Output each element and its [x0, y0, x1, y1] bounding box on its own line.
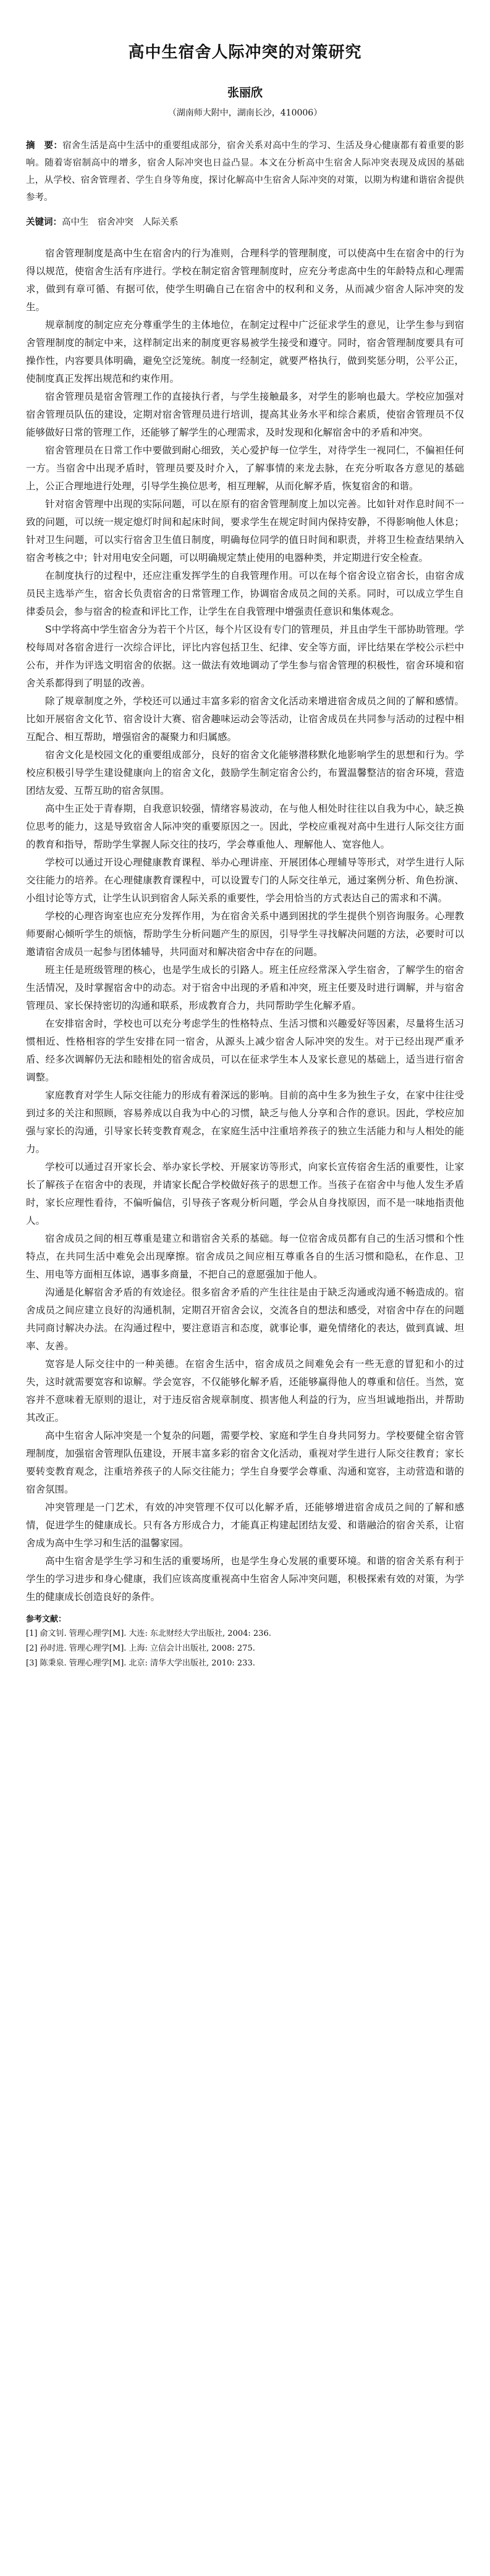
- body-paragraph: 在制度执行的过程中，还应注重发挥学生的自我管理作用。可以在每个宿舍设立宿舍长，由宿舍成员民主选举产生，宿舍长负责宿舍的日常管理工作，协调宿舍成员之间的关系。同时，可以成立学生自律委员会，参与宿舍的检查和评比工作，让学生在自我管理中增强责任意识和集体观念。: [26, 570, 464, 617]
- body-paragraph: 宿舍成员之间的相互尊重是建立和谐宿舍关系的基础。每一位宿舍成员都有自己的生活习惯和个性特点，在共同生活中难免会出现摩擦。宿舍成员之间应相互尊重各自的生活习惯和隐私，在作息、卫生、用电等方面相互体谅，遇事多商量，不把自己的意愿强加于他人。: [26, 1233, 464, 1280]
- keywords-label: 关键词：: [26, 217, 62, 227]
- abstract-text: 宿舍生活是高中生活中的重要组成部分，宿舍关系对高中生的学习、生活及身心健康都有着重要的影响。随着寄宿制高中的增多，宿舍人际冲突也日益凸显。本文在分析高中生宿舍人际冲突表现及成因的基础上，从学校、宿舍管理者、学生自身等角度，探讨化解高中生宿舍人际冲突的对策，以期为构建和谐宿舍提供参考。: [26, 141, 464, 203]
- body-paragraph: 家庭教育对学生人际交往能力的形成有着深远的影响。目前的高中生多为独生子女，在家中往往受到过多的关注和照顾，容易养成以自我为中心的习惯，缺乏与他人分享和合作的意识。因此，学校应加强与家长的沟通，引导家长转变教育观念，在家庭生活中注重培养孩子的独立生活能力和与人相处的能力。: [26, 1090, 464, 1155]
- keywords-text: 高中生 宿舍冲突 人际关系: [62, 217, 179, 227]
- body-paragraph: S中学将高中学生宿舍分为若干个片区，每个片区设有专门的管理员，并且由学生干部协助管理。学校每周对各宿舍进行一次综合评比，评比内容包括卫生、纪律、安全等方面，评比结果在学校公示栏中公布，并作为评选文明宿舍的依据。这一做法有效地调动了学生参与宿舍管理的积极性，宿舍环境和宿舍关系都得到了明显的改善。: [26, 624, 464, 689]
- keywords: [26, 214, 464, 231]
- article: [26, 40, 464, 1671]
- body-paragraph: 冲突管理是一门艺术，有效的冲突管理不仅可以化解矛盾，还能够增进宿舍成员之间的了解和感情，促进学生的健康成长。只有各方形成合力，才能真正构建起团结友爱、和谐融洽的宿舍关系，让宿舍成为高中生学习和生活的温馨家园。: [26, 1502, 464, 1549]
- reference-item: [1] 俞文钊. 管理心理学[M]. 大连: 东北财经大学出版社, 2004: 236.: [26, 1629, 271, 1638]
- body-paragraph: 宿舍管理员是宿舍管理工作的直接执行者，与学生接触最多，对学生的影响也最大。学校应加强对宿舍管理员队伍的建设，定期对宿舍管理员进行培训，提高其业务水平和综合素质，使宿舍管理员不仅能够做好日常的管理工作，还能够了解学生的心理需求，及时发现和化解宿舍中的矛盾和冲突。: [26, 391, 464, 438]
- abstract: [26, 137, 464, 206]
- body-paragraph: 班主任是班级管理的核心，也是学生成长的引路人。班主任应经常深入学生宿舍，了解学生的宿舍生活情况，及时掌握宿舍中的动态。对于宿舍中出现的矛盾和冲突，班主任要及时进行调解，并与宿舍管理员、家长保持密切的沟通和联系，形成教育合力，共同帮助学生化解矛盾。: [26, 964, 464, 1011]
- body-paragraph: 宿舍管理制度是高中生在宿舍内的行为准则，合理科学的管理制度，可以使高中生在宿舍中的行为得以规范，使宿舍生活有序进行。学校在制定宿舍管理制度时，应充分考虑高中生的年龄特点和心理需求，做到有章可循、有据可依，使学生明确自己在宿舍中的权利和义务，从而减少宿舍人际冲突的发生。: [26, 248, 464, 313]
- body-paragraph: 宿舍文化是校园文化的重要组成部分，良好的宿舍文化能够潜移默化地影响学生的思想和行为。学校应积极引导学生建设健康向上的宿舍文化，鼓励学生制定宿舍公约，布置温馨整洁的宿舍环境，营造团结友爱、互帮互助的宿舍氛围。: [26, 749, 464, 796]
- article-title: 高中生宿舍人际冲突的对策研究: [128, 43, 362, 62]
- body-paragraph: 沟通是化解宿舍矛盾的有效途径。很多宿舍矛盾的产生往往是由于缺乏沟通或沟通不畅造成的。宿舍成员之间应建立良好的沟通机制，定期召开宿舍会议，交流各自的想法和感受，对宿舍中存在的问题共同商讨解决办法。在沟通过程中，要注意语言和态度，就事论事，避免情绪化的表达，做到真诚、坦率、友善。: [26, 1287, 464, 1352]
- body-paragraph: 学校可以通过开设心理健康教育课程、举办心理讲座、开展团体心理辅导等形式，对学生进行人际交往能力的培养。在心理健康教育课程中，可以设置专门的人际交往单元，通过案例分析、角色扮演、小组讨论等方式，让学生认识到宿舍人际关系的重要性，学会用恰当的方式表达自己的需求和不满。: [26, 857, 464, 904]
- body-paragraph: 针对宿舍管理中出现的实际问题，可以在原有的宿舍管理制度上加以完善。比如针对作息时间不一致的问题，可以统一规定熄灯时间和起床时间，要求学生在规定时间内保持安静，不得影响他人休息；针对卫生问题，可以实行宿舍卫生值日制度，明确每位同学的值日时间和职责，并将卫生检查结果纳入宿舍考核之中；针对用电安全问题，可以明确规定禁止使用的电器种类，并定期进行安全检查。: [26, 499, 464, 563]
- references-heading: 参考文献：: [26, 1615, 67, 1624]
- body-text: [26, 245, 464, 1606]
- body-paragraph: 在安排宿舍时，学校也可以充分考虑学生的性格特点、生活习惯和兴趣爱好等因素，尽量将生活习惯相近、性格相容的学生安排在同一宿舍，从源头上减少宿舍人际冲突的发生。对于已经出现严重矛盾、经多次调解仍无法和睦相处的宿舍成员，可以在征求学生本人及家长意见的基础上，适当进行宿舍调整。: [26, 1018, 464, 1083]
- author-name: 张丽欣: [227, 86, 263, 99]
- body-paragraph: 高中生正处于青春期，自我意识较强，情绪容易波动，在与他人相处时往往以自我为中心，缺乏换位思考的能力，这是导致宿舍人际冲突的重要原因之一。因此，学校应重视对高中生进行人际交往方面的教育和指导，帮助学生掌握人际交往的技巧，学会尊重他人、理解他人、宽容他人。: [26, 803, 464, 850]
- author-affiliation: （湖南师大附中，湖南长沙，410006）: [167, 108, 323, 118]
- body-paragraph: 高中生宿舍人际冲突是一个复杂的问题，需要学校、家庭和学生自身共同努力。学校要健全宿舍管理制度，加强宿舍管理队伍建设，开展丰富多彩的宿舍文化活动，重视对学生进行人际交往教育；家长要转变教育观念，注重培养孩子的人际交往能力；学生自身要学会尊重、沟通和宽容，主动营造和谐的宿舍氛围。: [26, 1430, 464, 1495]
- body-paragraph: 高中生宿舍是学生学习和生活的重要场所，也是学生身心发展的重要环境。和谐的宿舍关系有利于学生的学习进步和身心健康，我们应该高度重视高中生宿舍人际冲突问题，积极探索有效的对策，为学生的健康成长创造良好的条件。: [26, 1555, 464, 1602]
- body-paragraph: 除了规章制度之外，学校还可以通过丰富多彩的宿舍文化活动来增进宿舍成员之间的了解和感情。比如开展宿舍文化节、宿舍设计大赛、宿舍趣味运动会等活动，让宿舍成员在共同参与活动的过程中相互配合、相互帮助，增强宿舍的凝聚力和归属感。: [26, 696, 464, 743]
- body-paragraph: 规章制度的制定应充分尊重学生的主体地位，在制定过程中广泛征求学生的意见，让学生参与到宿舍管理制度的制定中来，这样制定出来的制度更容易被学生接受和遵守。同时，宿舍管理制度要具有可操作性，内容要具体明确，避免空泛笼统。制度一经制定，就要严格执行，做到奖惩分明，公平公正，使制度真正发挥出规范和约束作用。: [26, 319, 464, 384]
- body-paragraph: 学校可以通过召开家长会、举办家长学校、开展家访等形式，向家长宣传宿舍生活的重要性，让家长了解孩子在宿舍中的表现，并请家长配合学校做好孩子的思想工作。当孩子在宿舍中与他人发生矛盾时，家长应理性看待，不偏听偏信，引导孩子客观分析问题，学会从自身找原因，而不是一味地指责他人。: [26, 1161, 464, 1226]
- body-paragraph: 学校的心理咨询室也应充分发挥作用，为在宿舍关系中遇到困扰的学生提供个别咨询服务。心理教师要耐心倾听学生的烦恼，帮助学生分析问题产生的原因，引导学生寻找解决问题的方法，必要时可以邀请宿舍成员一起参与团体辅导，共同面对和解决宿舍中存在的问题。: [26, 911, 464, 958]
- reference-item: [2] 孙时进. 管理心理学[M]. 上海: 立信会计出版社, 2008: 275.: [26, 1644, 255, 1653]
- references-list: [26, 1627, 464, 1671]
- body-paragraph: 宽容是人际交往中的一种美德。在宿舍生活中，宿舍成员之间难免会有一些无意的冒犯和小的过失，这时就需要宽容和谅解。学会宽容，不仅能够化解矛盾，还能够赢得他人的尊重和信任。当然，宽容并不意味着无原则的退让，对于违反宿舍规章制度、损害他人利益的行为，应当坦诚地指出，并帮助其改正。: [26, 1358, 464, 1423]
- body-paragraph: 宿舍管理员在日常工作中要做到耐心细致，关心爱护每一位学生，对待学生一视同仁，不偏袒任何一方。当宿舍中出现矛盾时，管理员要及时介入，了解事情的来龙去脉，在充分听取各方意见的基础上，公正合理地进行处理，引导学生换位思考，相互理解，从而化解矛盾，恢复宿舍的和谐。: [26, 445, 464, 492]
- reference-item: [3] 陈秉泉. 管理心理学[M]. 北京: 清华大学出版社, 2010: 233.: [26, 1659, 255, 1668]
- abstract-label: 摘 要：: [26, 141, 63, 151]
